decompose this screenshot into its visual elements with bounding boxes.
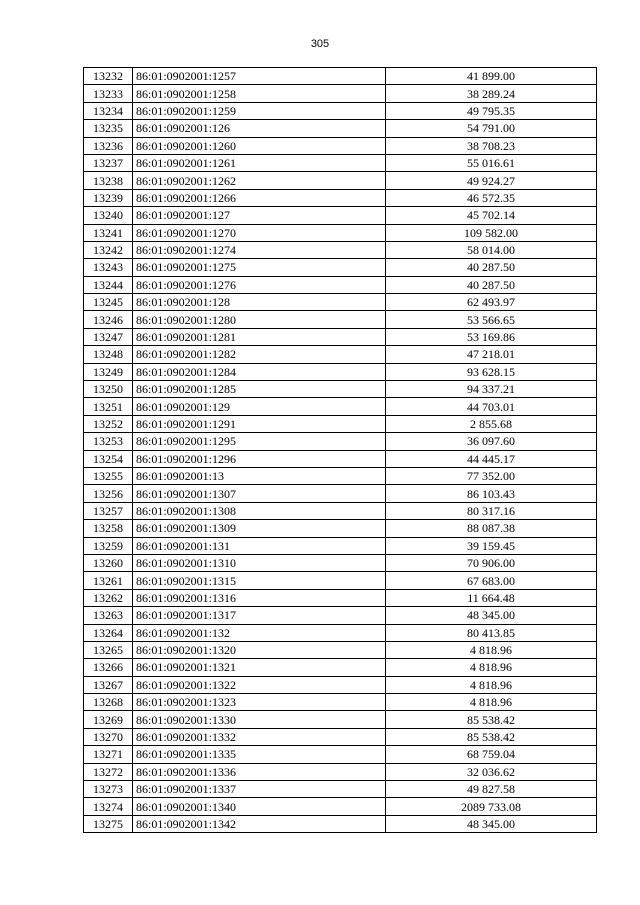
cadastral-value-cell: 85 538.42 bbox=[386, 728, 597, 745]
row-number-cell: 13270 bbox=[84, 728, 133, 745]
row-number-cell: 13255 bbox=[84, 467, 133, 484]
table-row bbox=[84, 294, 597, 311]
cadastral-number-cell: 86:01:0902001:1332 bbox=[133, 728, 386, 745]
cadastral-value-cell: 38 289.24 bbox=[386, 85, 597, 102]
table-row bbox=[84, 415, 597, 432]
table-row bbox=[84, 311, 597, 328]
cadastral-value-cell: 70 906.00 bbox=[386, 554, 597, 571]
cadastral-value-cell: 94 337.21 bbox=[386, 381, 597, 398]
cadastral-value-cell: 44 445.17 bbox=[386, 450, 597, 467]
cadastral-value-cell: 67 683.00 bbox=[386, 572, 597, 589]
table-row bbox=[84, 485, 597, 502]
cadastral-number-cell: 86:01:0902001:132 bbox=[133, 624, 386, 641]
cadastral-value-cell: 53 566.65 bbox=[386, 311, 597, 328]
cadastral-value-cell: 109 582.00 bbox=[386, 224, 597, 241]
row-number-cell: 13233 bbox=[84, 85, 133, 102]
cadastral-number-cell: 86:01:0902001:128 bbox=[133, 294, 386, 311]
row-number-cell: 13254 bbox=[84, 450, 133, 467]
cadastral-number-cell: 86:01:0902001:1317 bbox=[133, 607, 386, 624]
cadastral-value-cell: 11 664.48 bbox=[386, 589, 597, 606]
row-number-cell: 13275 bbox=[84, 815, 133, 832]
cadastral-value-cell: 49 827.58 bbox=[386, 781, 597, 798]
cadastral-number-cell: 86:01:0902001:127 bbox=[133, 207, 386, 224]
cadastral-number-cell: 86:01:0902001:1321 bbox=[133, 659, 386, 676]
table-row bbox=[84, 381, 597, 398]
table-row bbox=[84, 728, 597, 745]
row-number-cell: 13256 bbox=[84, 485, 133, 502]
table-row bbox=[84, 694, 597, 711]
cadastral-number-cell: 86:01:0902001:1274 bbox=[133, 241, 386, 258]
cadastral-number-cell: 86:01:0902001:1284 bbox=[133, 363, 386, 380]
cadastral-number-cell: 86:01:0902001:1315 bbox=[133, 572, 386, 589]
cadastral-number-cell: 86:01:0902001:1291 bbox=[133, 415, 386, 432]
cadastral-number-cell: 86:01:0902001:1337 bbox=[133, 781, 386, 798]
cadastral-value-cell: 32 036.62 bbox=[386, 763, 597, 780]
table-row bbox=[84, 815, 597, 832]
cadastral-number-cell: 86:01:0902001:1275 bbox=[133, 259, 386, 276]
cadastral-value-cell: 80 317.16 bbox=[386, 502, 597, 519]
cadastral-value-cell: 45 702.14 bbox=[386, 207, 597, 224]
table-row bbox=[84, 68, 597, 85]
row-number-cell: 13246 bbox=[84, 311, 133, 328]
row-number-cell: 13245 bbox=[84, 294, 133, 311]
cadastral-value-cell: 48 345.00 bbox=[386, 815, 597, 832]
page-number: 305 bbox=[310, 38, 330, 50]
cadastral-number-cell: 86:01:0902001:1285 bbox=[133, 381, 386, 398]
cadastral-number-cell: 86:01:0902001:1261 bbox=[133, 154, 386, 171]
row-number-cell: 13260 bbox=[84, 554, 133, 571]
cadastral-value-cell: 41 899.00 bbox=[386, 68, 597, 85]
cadastral-value-cell: 2089 733.08 bbox=[386, 798, 597, 815]
cadastral-number-cell: 86:01:0902001:1280 bbox=[133, 311, 386, 328]
cadastral-value-cell: 68 759.04 bbox=[386, 746, 597, 763]
row-number-cell: 13264 bbox=[84, 624, 133, 641]
row-number-cell: 13268 bbox=[84, 694, 133, 711]
cadastral-number-cell: 86:01:0902001:1281 bbox=[133, 328, 386, 345]
cadastral-number-cell: 86:01:0902001:126 bbox=[133, 120, 386, 137]
cadastral-number-cell: 86:01:0902001:1309 bbox=[133, 520, 386, 537]
table-row bbox=[84, 607, 597, 624]
row-number-cell: 13257 bbox=[84, 502, 133, 519]
table-body bbox=[84, 68, 597, 833]
cadastral-value-cell: 40 287.50 bbox=[386, 259, 597, 276]
cadastral-number-cell: 86:01:0902001:1257 bbox=[133, 68, 386, 85]
table-row bbox=[84, 346, 597, 363]
cadastral-number-cell: 86:01:0902001:1323 bbox=[133, 694, 386, 711]
cadastral-number-cell: 86:01:0902001:129 bbox=[133, 398, 386, 415]
cadastral-value-cell: 46 572.35 bbox=[386, 189, 597, 206]
row-number-cell: 13240 bbox=[84, 207, 133, 224]
row-number-cell: 13269 bbox=[84, 711, 133, 728]
cadastral-number-cell: 86:01:0902001:1262 bbox=[133, 172, 386, 189]
table-row bbox=[84, 711, 597, 728]
table-row bbox=[84, 241, 597, 258]
row-number-cell: 13232 bbox=[84, 68, 133, 85]
cadastral-number-cell: 86:01:0902001:1330 bbox=[133, 711, 386, 728]
cadastral-value-cell: 2 855.68 bbox=[386, 415, 597, 432]
table-row bbox=[84, 154, 597, 171]
cadastral-number-cell: 86:01:0902001:1336 bbox=[133, 763, 386, 780]
cadastral-number-cell: 86:01:0902001:1270 bbox=[133, 224, 386, 241]
cadastral-value-cell: 86 103.43 bbox=[386, 485, 597, 502]
row-number-cell: 13252 bbox=[84, 415, 133, 432]
cadastral-value-cell: 54 791.00 bbox=[386, 120, 597, 137]
table-row bbox=[84, 589, 597, 606]
cadastral-value-cell: 40 287.50 bbox=[386, 276, 597, 293]
cadastral-number-cell: 86:01:0902001:1260 bbox=[133, 137, 386, 154]
row-number-cell: 13273 bbox=[84, 781, 133, 798]
cadastral-value-cell: 88 087.38 bbox=[386, 520, 597, 537]
cadastral-number-cell: 86:01:0902001:1307 bbox=[133, 485, 386, 502]
table-row bbox=[84, 781, 597, 798]
cadastral-number-cell: 86:01:0902001:1258 bbox=[133, 85, 386, 102]
cadastral-number-cell: 86:01:0902001:1296 bbox=[133, 450, 386, 467]
row-number-cell: 13237 bbox=[84, 154, 133, 171]
row-number-cell: 13236 bbox=[84, 137, 133, 154]
row-number-cell: 13250 bbox=[84, 381, 133, 398]
row-number-cell: 13238 bbox=[84, 172, 133, 189]
table-row bbox=[84, 120, 597, 137]
row-number-cell: 13262 bbox=[84, 589, 133, 606]
table-row bbox=[84, 746, 597, 763]
table-row bbox=[84, 676, 597, 693]
cadastral-value-cell: 58 014.00 bbox=[386, 241, 597, 258]
row-number-cell: 13261 bbox=[84, 572, 133, 589]
table-row bbox=[84, 137, 597, 154]
table-row bbox=[84, 85, 597, 102]
row-number-cell: 13272 bbox=[84, 763, 133, 780]
row-number-cell: 13266 bbox=[84, 659, 133, 676]
row-number-cell: 13267 bbox=[84, 676, 133, 693]
table-row bbox=[84, 207, 597, 224]
table-row bbox=[84, 224, 597, 241]
cadastral-value-table bbox=[83, 67, 597, 833]
cadastral-number-cell: 86:01:0902001:1282 bbox=[133, 346, 386, 363]
table-row bbox=[84, 172, 597, 189]
table-row bbox=[84, 537, 597, 554]
row-number-cell: 13251 bbox=[84, 398, 133, 415]
row-number-cell: 13242 bbox=[84, 241, 133, 258]
table-row bbox=[84, 102, 597, 119]
cadastral-value-cell: 55 016.61 bbox=[386, 154, 597, 171]
table-row bbox=[84, 520, 597, 537]
cadastral-number-cell: 86:01:0902001:1276 bbox=[133, 276, 386, 293]
cadastral-value-cell: 39 159.45 bbox=[386, 537, 597, 554]
table-row bbox=[84, 502, 597, 519]
table-row bbox=[84, 641, 597, 658]
cadastral-value-cell: 4 818.96 bbox=[386, 676, 597, 693]
row-number-cell: 13259 bbox=[84, 537, 133, 554]
row-number-cell: 13265 bbox=[84, 641, 133, 658]
row-number-cell: 13249 bbox=[84, 363, 133, 380]
row-number-cell: 13263 bbox=[84, 607, 133, 624]
cadastral-value-cell: 48 345.00 bbox=[386, 607, 597, 624]
row-number-cell: 13234 bbox=[84, 102, 133, 119]
cadastral-number-cell: 86:01:0902001:1320 bbox=[133, 641, 386, 658]
row-number-cell: 13239 bbox=[84, 189, 133, 206]
cadastral-number-cell: 86:01:0902001:1340 bbox=[133, 798, 386, 815]
cadastral-number-cell: 86:01:0902001:1335 bbox=[133, 746, 386, 763]
cadastral-value-cell: 36 097.60 bbox=[386, 433, 597, 450]
row-number-cell: 13244 bbox=[84, 276, 133, 293]
table-row bbox=[84, 259, 597, 276]
cadastral-value-cell: 85 538.42 bbox=[386, 711, 597, 728]
row-number-cell: 13235 bbox=[84, 120, 133, 137]
cadastral-number-cell: 86:01:0902001:131 bbox=[133, 537, 386, 554]
table-row bbox=[84, 189, 597, 206]
cadastral-number-cell: 86:01:0902001:1342 bbox=[133, 815, 386, 832]
cadastral-value-cell: 53 169.86 bbox=[386, 328, 597, 345]
table-row bbox=[84, 624, 597, 641]
cadastral-number-cell: 86:01:0902001:1308 bbox=[133, 502, 386, 519]
row-number-cell: 13274 bbox=[84, 798, 133, 815]
cadastral-value-cell: 49 795.35 bbox=[386, 102, 597, 119]
table-row bbox=[84, 450, 597, 467]
table-row bbox=[84, 276, 597, 293]
table-row bbox=[84, 398, 597, 415]
cadastral-value-cell: 4 818.96 bbox=[386, 641, 597, 658]
table-row bbox=[84, 328, 597, 345]
table-row bbox=[84, 433, 597, 450]
cadastral-number-cell: 86:01:0902001:1259 bbox=[133, 102, 386, 119]
row-number-cell: 13247 bbox=[84, 328, 133, 345]
table-row bbox=[84, 467, 597, 484]
cadastral-value-cell: 49 924.27 bbox=[386, 172, 597, 189]
row-number-cell: 13241 bbox=[84, 224, 133, 241]
cadastral-number-cell: 86:01:0902001:1316 bbox=[133, 589, 386, 606]
cadastral-number-cell: 86:01:0902001:1322 bbox=[133, 676, 386, 693]
table-row bbox=[84, 363, 597, 380]
cadastral-number-cell: 86:01:0902001:1310 bbox=[133, 554, 386, 571]
table-row bbox=[84, 763, 597, 780]
cadastral-value-cell: 38 708.23 bbox=[386, 137, 597, 154]
cadastral-value-cell: 80 413.85 bbox=[386, 624, 597, 641]
cadastral-value-cell: 62 493.97 bbox=[386, 294, 597, 311]
table-row bbox=[84, 659, 597, 676]
row-number-cell: 13243 bbox=[84, 259, 133, 276]
cadastral-value-cell: 4 818.96 bbox=[386, 659, 597, 676]
table-row bbox=[84, 798, 597, 815]
table-row bbox=[84, 572, 597, 589]
cadastral-value-cell: 77 352.00 bbox=[386, 467, 597, 484]
row-number-cell: 13258 bbox=[84, 520, 133, 537]
table-row bbox=[84, 554, 597, 571]
cadastral-value-cell: 47 218.01 bbox=[386, 346, 597, 363]
cadastral-number-cell: 86:01:0902001:13 bbox=[133, 467, 386, 484]
row-number-cell: 13248 bbox=[84, 346, 133, 363]
cadastral-number-cell: 86:01:0902001:1266 bbox=[133, 189, 386, 206]
row-number-cell: 13271 bbox=[84, 746, 133, 763]
cadastral-value-cell: 4 818.96 bbox=[386, 694, 597, 711]
cadastral-number-cell: 86:01:0902001:1295 bbox=[133, 433, 386, 450]
cadastral-value-cell: 93 628.15 bbox=[386, 363, 597, 380]
row-number-cell: 13253 bbox=[84, 433, 133, 450]
cadastral-value-cell: 44 703.01 bbox=[386, 398, 597, 415]
